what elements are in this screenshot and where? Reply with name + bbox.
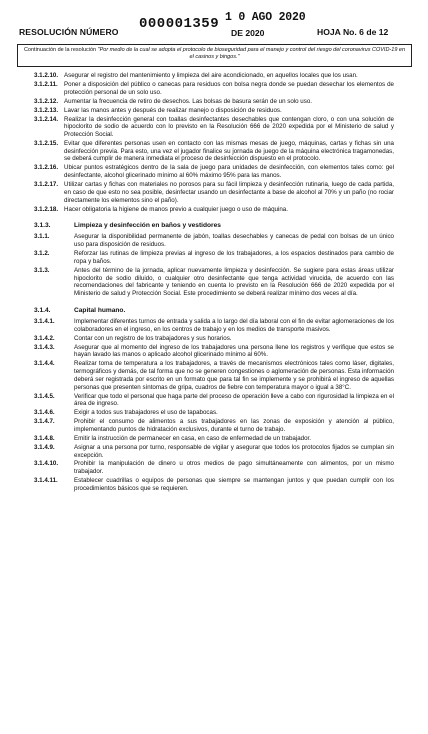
item-number: 3.1.4.5.	[34, 392, 55, 400]
list-item	[34, 318, 394, 334]
item-text: Poner a disposición del público o canecas para residuos con bolsa negra donde se puedan desechar los elementos de protección personal de un solo uso.	[64, 80, 394, 96]
item-text: Exigir a todos sus trabajadores el uso de tapabocas.	[74, 409, 218, 417]
item-text: Antes del término de la jornada, aplicar nuevamente limpieza y desinfección. Se sugiere para estas áreas utilizar hipoclorito de sodio diluido, o cualquier otro desinfectante que tenga actividad virucida, de acuerdo con las recomendaciones del fabricante y teniendo en cuenta lo previsto en la Resolución 666 de 2020 expedida por el Ministerio de salud y Protección Social. Este procedimiento se deberá realizar mínimo dos veces al día.	[74, 266, 394, 298]
list-bathroom-items	[34, 233, 394, 297]
item-text: Asegurar el registro del mantenimiento y limpieza del aire acondicionado, en aquellos locales que los usan.	[64, 72, 358, 79]
list-item	[34, 267, 394, 298]
list-item	[34, 250, 394, 266]
document-header	[17, 10, 412, 42]
date-label: DE 2020	[231, 28, 265, 38]
item-number: 3.1.2.10.	[34, 72, 59, 79]
item-text: Aumentar la frecuencia de retiro de desechos. Las bolsas de basura serán de un solo uso.	[64, 97, 312, 105]
item-text: Ubicar puntos estratégicos dentro de la sala de juego para unidades de desinfección, con elementos tales como: gel desinfectante, alcohol glicerinado mínimo al 60% máximo 95% para las manos.	[64, 164, 394, 180]
item-text: Asignar a una persona por turno, responsable de vigilar y asegurar que todos los protocolos fijados se cumplan sin excepción.	[74, 443, 394, 459]
item-text: Implementar diferentes turnos de entrada y salida a lo largo del día laboral con el fin de evitar aglomeraciones de los colaboradores en el ingreso, en los centros de trabajo y en los medios de transporte masivos.	[74, 318, 394, 333]
list-item	[34, 206, 394, 214]
list-item	[34, 72, 394, 80]
list-item	[34, 98, 394, 106]
item-text: Establecer cuadrillas o equipos de personas que siempre se mantengan juntos y que puedan cumplir con los procedimientos básicos que se requieren.	[74, 477, 394, 492]
item-number: 3.1.2.11.	[34, 80, 58, 88]
item-number: 3.1.2.13.	[34, 106, 59, 114]
list-item	[34, 233, 394, 249]
list-item	[34, 444, 394, 460]
list-item	[34, 164, 394, 180]
item-number: 3.1.4.9.	[34, 443, 55, 451]
item-text: Contar con un registro de los trabajadores y sus horarios.	[74, 334, 232, 342]
item-number: 3.1.4.3.	[34, 343, 55, 351]
item-number: 3.1.4.6.	[34, 409, 55, 417]
item-number: 3.1.2.17.	[34, 181, 59, 189]
item-number: 3.1.4.10.	[34, 460, 59, 468]
item-number: 3.1.2.16.	[34, 164, 59, 172]
list-item	[34, 107, 394, 115]
list-item	[34, 393, 394, 409]
item-text: Verificar que todo el personal que haga parte del proceso de operación lleve a cabo con rigurosidad la limpieza en el área de ingreso.	[74, 392, 394, 408]
list-cleaning-items	[34, 72, 394, 213]
item-text: Evitar que diferentes personas usen en contacto con las mismas mesas de juego, máquinas, cartas y fichas sin una desinfección previa. Para esto, una vez el jugador finalice su jornada de juego de la máquina electrónica tragamonedas, se deberá cumplir de manera inmediata el proceso de desinfección dispuesto en el protocolo.	[64, 139, 394, 163]
date-stamp: 1 0 AGO 2020	[225, 11, 306, 24]
list-item	[34, 360, 394, 391]
section-heading-human-capital	[34, 307, 394, 314]
item-text: Emitir la instrucción de permanecer en casa, en caso de enfermedad de un trabajador.	[74, 434, 311, 442]
list-human-capital-items	[34, 318, 394, 493]
section-title: Limpieza y desinfección en baños y vestidores	[74, 222, 221, 230]
item-text: Asegurar la disponibilidad permanente de jabón, toallas desechables y canecas de pedal con bolsas de un único uso para disposición de residuos.	[74, 233, 394, 249]
section-heading-bathrooms	[34, 222, 394, 229]
list-item	[34, 418, 394, 434]
item-text: Realizar la desinfección general con toallas desinfectantes desechables que contengan cloro, o con una solución de hipoclorito de sodio de acuerdo con lo previsto en la Resolución 666 de 2020 expedida por el Ministerio de salud y Protección Social.	[64, 115, 394, 138]
item-text: Lavar las manos antes y después de realizar manejo o disposición de residuos.	[64, 106, 282, 114]
section-title: Capital humano.	[74, 307, 126, 314]
list-item	[34, 335, 394, 343]
item-number: 3.1.4.7.	[34, 418, 55, 426]
item-number: 3.1.4.8.	[34, 434, 55, 442]
list-item	[34, 81, 394, 97]
item-text: Prohibir el consumo de alimentos a sus trabajadores en las zonas de exposición y atención al público, implementando puntos de hidratación exclusivos, durante el turno de trabajo.	[74, 418, 394, 433]
item-text: Asegurar que al momento del ingreso de los trabajadores una persona llene los registros y verifique que estos se hayan lavado las manos o aplicado alcohol glicerinado mínimo al 60%.	[74, 343, 394, 359]
list-item	[34, 477, 394, 493]
item-number: 3.1.2.18.	[34, 205, 59, 213]
item-text: Realizar toma de temperatura a los trabajadores, a través de mecanismos electrónicos tales como láser, digitales, termográficos y demás, de tal forma que no se generen congestiones o aglomeración de personas. Esta información deberá ser registrada por escrito en un formato que para tal fin se implemente y se prohibirá el ingreso de aquellas personas que presenten síntomas de gripa, cuadros de fiebre con temperatura mayor o igual a 38°C.	[74, 360, 394, 391]
resolution-number: 000001359	[139, 16, 220, 32]
list-item	[34, 409, 394, 417]
resolution-label: RESOLUCIÓN NÚMERO	[19, 27, 119, 37]
section-number: 3.1.3.	[34, 222, 51, 230]
list-item	[34, 435, 394, 443]
section-number: 3.1.4.	[34, 307, 51, 314]
list-item	[34, 460, 394, 476]
continuation-title: "Por medio de la cual se adopta el protocolo de bioseguridad para el manejo y control del riesgo del coronavirus COVID-19 en el casinos y bingos."	[97, 47, 406, 60]
list-item	[34, 181, 394, 204]
item-text: Utilizar cartas y fichas con materiales no porosos para su fácil limpieza y desinfección rutinaria, luego de cada partida, en caso de que esto no sea posible, desinfectar usando un desinfectante a base de alcohol al 70% y un paño (no rociar directamente los elementos sino el paño).	[64, 181, 394, 204]
item-number: 3.1.3.	[34, 266, 50, 274]
list-item	[34, 116, 394, 139]
continuation-prefix: Continuación de la resolución	[23, 47, 98, 53]
list-item	[34, 140, 394, 163]
item-number: 3.1.4.11.	[34, 477, 58, 485]
document-body	[34, 72, 394, 494]
item-number: 3.1.4.4.	[34, 360, 55, 368]
item-text: Prohibir la manipulación de dinero u otros medios de pago simultáneamente con alimentos, por un mismo trabajador.	[74, 460, 394, 476]
item-number: 3.1.2.14.	[34, 115, 59, 123]
item-number: 3.1.2.	[34, 250, 50, 258]
item-number: 3.1.1.	[34, 233, 50, 241]
continuation-box	[17, 44, 412, 67]
item-number: 3.1.4.2.	[34, 334, 55, 342]
item-text: Reforzar las rutinas de limpieza previas al ingreso de los trabajadores, a los espacios destinados para cambio de ropa y baños.	[74, 250, 394, 265]
item-number: 3.1.2.12.	[34, 97, 59, 105]
list-item	[34, 344, 394, 360]
item-text: Hacer obligatoria la higiene de manos previo a cualquier juego o uso de máquina.	[64, 205, 288, 213]
item-number: 3.1.2.15.	[34, 139, 59, 147]
item-number: 3.1.4.1.	[34, 318, 55, 325]
page-label: HOJA No. 6 de 12	[317, 27, 389, 37]
